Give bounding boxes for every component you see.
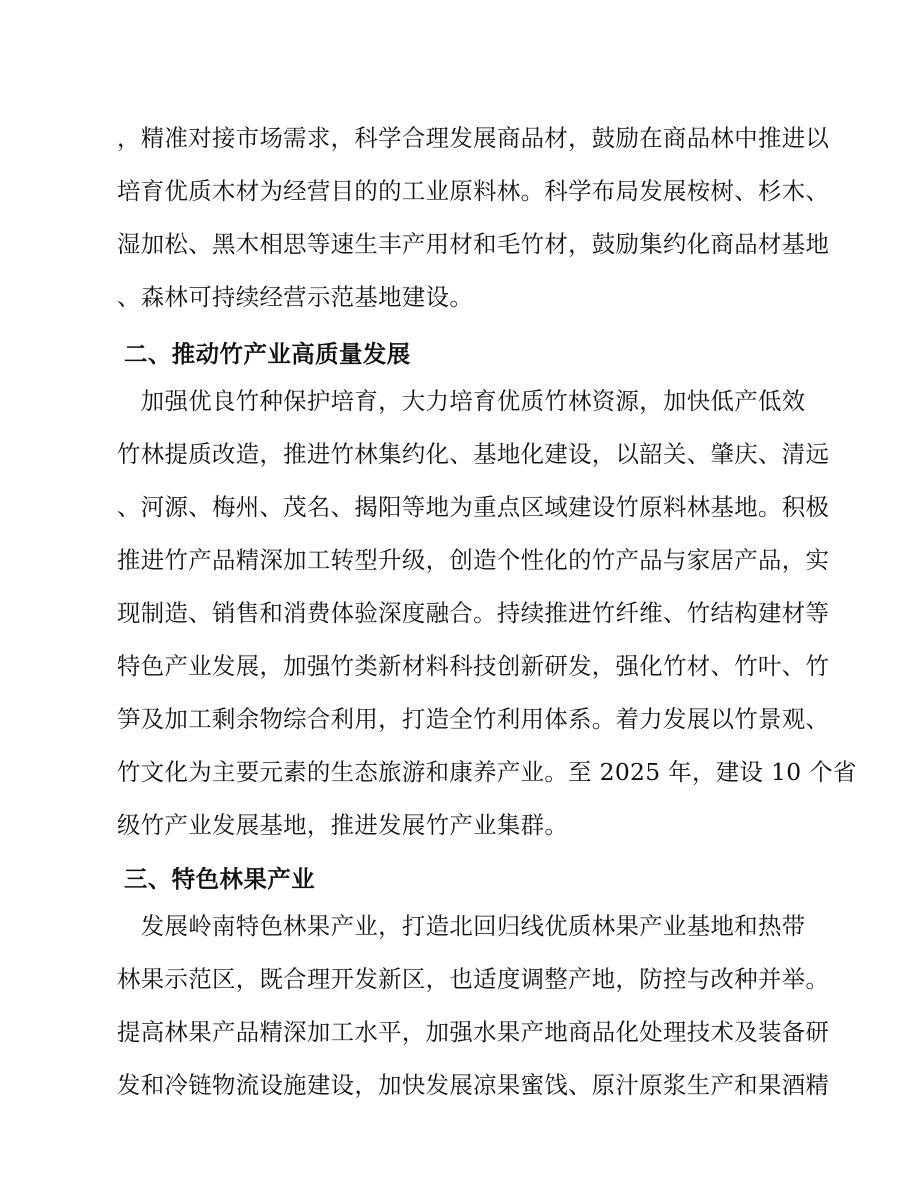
section3-line-1: 发展岭南特色林果产业，打造北回归线优质林果产业基地和热带 (117, 912, 806, 940)
section2-line-1: 加强优良竹种保护培育，大力培育优质竹林资源，加快低产低效 (117, 387, 806, 415)
section3-heading: 三、特色林果产业 (124, 865, 316, 893)
section2-line-6: 特色产业发展，加强竹类新材料科技创新研发，强化竹材、竹叶、竹 (117, 652, 830, 680)
section2-line-8: 竹文化为主要元素的生态旅游和康养产业。至 2025 年，建设 10 个省 (117, 758, 857, 786)
paragraph1-line-1: ，精准对接市场需求，科学合理发展商品材，鼓励在商品林中推进以 (117, 124, 830, 152)
section2-heading: 二、推动竹产业高质量发展 (124, 340, 411, 368)
section2-line-5: 现制造、销售和消费体验深度融合。持续推进竹纤维、竹结构建材等 (117, 599, 830, 627)
section2-line-7: 笋及加工剩余物综合利用，打造全竹利用体系。着力发展以竹景观、 (117, 705, 830, 733)
section2-line-3: 、河源、梅州、茂名、揭阳等地为重点区域建设竹原料林基地。积极 (117, 493, 830, 521)
paragraph1-line-4: 、森林可持续经营示范基地建设。 (117, 283, 474, 311)
section2-line-4: 推进竹产品精深加工转型升级，创造个性化的竹产品与家居产品，实 (117, 546, 830, 574)
section3-line-2: 林果示范区，既合理开发新区，也适度调整产地，防控与改种并举。 (117, 965, 830, 993)
paragraph1-line-3: 湿加松、黑木相思等速生丰产用材和毛竹材，鼓励集约化商品材基地 (117, 230, 830, 258)
section2-line-9: 级竹产业发展基地，推进发展竹产业集群。 (117, 811, 569, 839)
section3-line-3: 提高林果产品精深加工水平，加强水果产地商品化处理技术及装备研 (117, 1018, 830, 1046)
section2-line-2: 竹林提质改造，推进竹林集约化、基地化建设，以韶关、肇庆、清远 (117, 440, 830, 468)
paragraph1-line-2: 培育优质木材为经营目的的工业原料林。科学布局发展桉树、杉木、 (117, 177, 830, 205)
section3-line-4: 发和冷链物流设施建设，加快发展凉果蜜饯、原汁原浆生产和果酒精 (117, 1071, 830, 1099)
